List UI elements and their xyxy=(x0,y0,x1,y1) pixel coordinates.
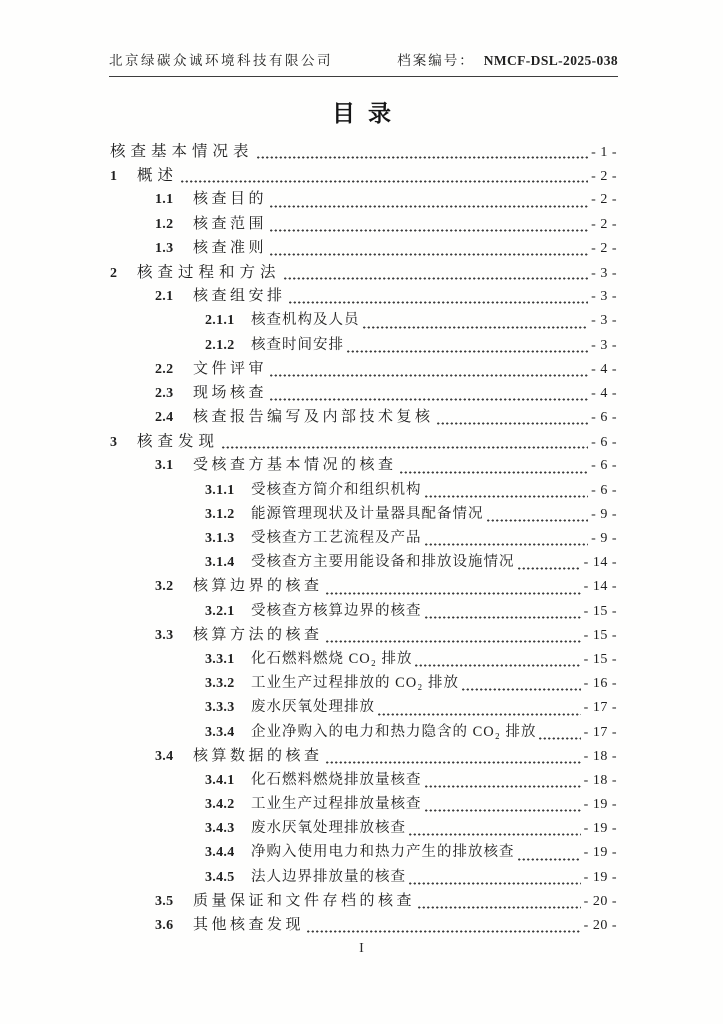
dotted-leader xyxy=(221,446,588,449)
toc-entry xyxy=(110,187,617,211)
footer-page-number: I xyxy=(359,941,364,956)
toc-entry-page: - 4 - xyxy=(591,385,617,401)
toc-entry xyxy=(110,333,617,357)
toc-entry-label: 核算边界的核查 xyxy=(193,578,323,595)
dotted-leader xyxy=(283,277,589,280)
toc-entry xyxy=(110,502,617,526)
dotted-leader xyxy=(325,592,581,595)
toc-entry-label: 核算数据的核查 xyxy=(193,747,323,764)
toc-entry xyxy=(110,720,617,744)
toc-entry-label: 核查发现 xyxy=(137,433,220,451)
toc-entry xyxy=(110,840,617,864)
toc-entry-label: 核查机构及人员 xyxy=(251,312,360,329)
toc-entry xyxy=(110,647,617,671)
toc-entry-page: - 6 - xyxy=(591,410,617,426)
dotted-leader xyxy=(414,664,580,667)
toc-entry-page: - 2 - xyxy=(591,240,617,256)
toc-entry-label: 核查基本情况表 xyxy=(110,143,254,160)
dotted-leader xyxy=(269,398,588,401)
toc-entry-label: 工业生产过程排放的 CO₂ 排放 xyxy=(251,675,459,692)
toc-entry-number: 3.4.1 xyxy=(205,772,235,788)
toc-entry-page: - 14 - xyxy=(583,579,617,595)
toc-entry-number: 3.2.1 xyxy=(205,603,235,619)
toc-entry-label: 受核查方工艺流程及产品 xyxy=(251,530,422,546)
toc-entry-number: 1.1 xyxy=(155,192,174,208)
toc-entry-number: 3.3.1 xyxy=(205,651,235,667)
toc-entry-number: 2.4 xyxy=(155,410,174,426)
toc-entry-page: - 6 - xyxy=(591,458,617,474)
toc-entry xyxy=(110,453,617,477)
toc-entry-page: - 15 - xyxy=(583,603,617,619)
toc-entry xyxy=(110,599,617,623)
toc-entry xyxy=(110,260,617,284)
toc-entry-page: - 4 - xyxy=(591,361,617,377)
toc-entry-number: 3.4.3 xyxy=(205,821,235,837)
toc-entry xyxy=(110,308,617,332)
toc-entry-number: 3.1.2 xyxy=(205,506,235,522)
toc-entry xyxy=(110,574,617,598)
dotted-leader xyxy=(362,326,589,329)
toc-entry-label: 质量保证和文件存档的核查 xyxy=(193,892,416,909)
toc-entry-page: - 18 - xyxy=(583,772,617,788)
dotted-leader xyxy=(517,858,581,861)
dotted-leader xyxy=(399,471,589,474)
toc-entry-label: 现场核查 xyxy=(193,384,268,401)
toc-entry-number: 3.3.2 xyxy=(205,676,235,692)
toc-entry-label: 核查时间安排 xyxy=(251,336,344,353)
toc-entry-label: 受核查方基本情况的核查 xyxy=(193,457,397,474)
toc-entry-page: - 6 - xyxy=(591,435,617,451)
toc-entry-label: 受核查方简介和组织机构 xyxy=(251,481,422,498)
dotted-leader xyxy=(269,253,588,256)
dotted-leader xyxy=(256,156,589,159)
toc-entry-label: 核查报告编写及内部技术复核 xyxy=(193,409,434,426)
toc-entry xyxy=(110,671,617,695)
toc-entry-number: 3.1.4 xyxy=(205,555,235,571)
toc-entry-label: 法人边界排放量的核查 xyxy=(251,868,406,885)
dotted-leader xyxy=(424,616,581,619)
toc-entry xyxy=(110,526,617,550)
company-name: 北京绿碳众诚环境科技有限公司 xyxy=(109,53,333,68)
file-number-label: 档案编号： xyxy=(397,53,475,68)
dotted-leader xyxy=(306,930,581,933)
toc-entry-label: 核算方法的核查 xyxy=(193,626,323,643)
toc-entry-number: 2.1.2 xyxy=(205,337,235,353)
dotted-leader xyxy=(325,640,581,643)
toc-entry xyxy=(110,429,617,453)
toc-entry-number: 1.2 xyxy=(155,216,174,232)
dotted-leader xyxy=(408,833,581,836)
dotted-leader xyxy=(417,906,581,909)
toc-entry-number: 3.4.2 xyxy=(205,797,235,813)
toc-entry xyxy=(110,478,617,502)
dotted-leader xyxy=(408,882,581,885)
dotted-leader xyxy=(538,737,580,740)
dotted-leader xyxy=(377,713,581,716)
toc-entry-page: - 6 - xyxy=(591,482,617,498)
dotted-leader xyxy=(269,229,588,232)
toc-entry-label: 受核查方主要用能设备和排放设施情况 xyxy=(251,554,515,571)
dotted-leader xyxy=(424,543,589,546)
toc-entry-page: - 20 - xyxy=(583,918,617,933)
dotted-leader xyxy=(461,688,581,691)
toc-entry-number: 3.3.3 xyxy=(205,700,235,716)
toc-entry-label: 其他核查发现 xyxy=(193,917,305,933)
toc-entry-label: 核查目的 xyxy=(193,191,268,208)
toc-entry-page: - 20 - xyxy=(583,893,617,909)
toc-entry-number: 3.4.4 xyxy=(205,845,235,861)
toc-entry-page: - 18 - xyxy=(583,748,617,764)
toc-entry-label: 净购入使用电力和热力产生的排放核查 xyxy=(251,844,515,861)
file-number-value: NMCF-DSL-2025-038 xyxy=(483,53,618,68)
dotted-leader xyxy=(346,350,588,353)
dotted-leader xyxy=(517,567,581,570)
toc-entry-number: 1.3 xyxy=(155,240,174,256)
toc-entry-page: - 15 - xyxy=(583,651,617,667)
toc-entry-page: - 2 - xyxy=(591,192,617,208)
toc-entry-page: - 3 - xyxy=(591,289,617,305)
toc-entry xyxy=(110,139,617,163)
toc-entry-label: 核查组安排 xyxy=(193,288,286,305)
toc-entry xyxy=(110,695,617,719)
toc-entry-label: 核查范围 xyxy=(193,215,268,232)
toc-entry-page: - 15 - xyxy=(583,627,617,643)
toc-entry-page: - 19 - xyxy=(583,797,617,813)
toc-entry-page: - 3 - xyxy=(591,313,617,329)
toc-entry xyxy=(110,212,617,236)
toc-entry xyxy=(110,913,617,937)
toc-entry-page: - 2 - xyxy=(591,216,617,232)
toc-entry xyxy=(110,284,617,308)
toc-entry-page: - 19 - xyxy=(583,869,617,885)
dotted-leader xyxy=(325,761,581,764)
toc-entry xyxy=(110,768,617,792)
toc-entry-label: 核查准则 xyxy=(193,239,268,256)
toc-entry-label: 核查过程和方法 xyxy=(137,263,281,281)
toc-entry-number: 2.1.1 xyxy=(205,313,235,329)
toc-entry-number: 1 xyxy=(110,169,118,185)
toc-entry-number: 3.5 xyxy=(155,893,174,909)
toc-entry-page: - 9 - xyxy=(591,531,617,546)
page-title: 目录 xyxy=(332,101,404,126)
toc-entry-page: - 19 - xyxy=(583,845,617,861)
toc-entry-label: 工业生产过程排放量核查 xyxy=(251,796,422,813)
toc-entry xyxy=(110,744,617,768)
dotted-leader xyxy=(424,785,581,788)
toc-entry-number: 3.1.1 xyxy=(205,482,235,498)
toc-entry-page: - 17 - xyxy=(583,724,617,740)
dotted-leader xyxy=(269,205,588,208)
toc-entry xyxy=(110,357,617,381)
toc-entry xyxy=(110,163,617,187)
toc-entry-label: 废水厌氧处理排放 xyxy=(251,699,375,716)
toc-entry-label: 能源管理现状及计量器具配备情况 xyxy=(251,505,484,522)
toc-entry-page: - 2 - xyxy=(591,169,617,185)
toc-entry-number: 2 xyxy=(110,265,118,281)
dotted-leader xyxy=(424,495,589,498)
toc-entry xyxy=(110,236,617,260)
dotted-leader xyxy=(269,374,588,377)
toc-entry xyxy=(110,816,617,840)
page-header xyxy=(109,49,618,77)
toc-entry-label: 废水厌氧处理排放核查 xyxy=(251,820,406,837)
toc-entry xyxy=(110,405,617,429)
toc-entry-label: 化石燃料燃烧排放量核查 xyxy=(251,771,422,788)
toc-entry-label: 概述 xyxy=(137,167,179,185)
toc-entry-number: 3.3 xyxy=(155,627,174,643)
dotted-leader xyxy=(288,301,589,304)
dotted-leader xyxy=(424,809,581,812)
toc-entry xyxy=(110,865,617,889)
toc-entry xyxy=(110,889,617,913)
toc-entry-number: 3.4 xyxy=(155,748,174,764)
toc-entry-label: 受核查方核算边界的核查 xyxy=(251,602,422,619)
toc-entry-page: - 14 - xyxy=(583,555,617,571)
toc-entry-number: 2.1 xyxy=(155,289,174,305)
toc-entry-number: 2.2 xyxy=(155,361,174,377)
toc-entry-number: 3 xyxy=(110,435,118,451)
toc-entry-page: - 9 - xyxy=(591,506,617,522)
toc-entry-page: - 16 - xyxy=(583,676,617,692)
toc-entry-page: - 3 - xyxy=(591,337,617,353)
toc-entry xyxy=(110,623,617,647)
dotted-leader xyxy=(180,180,588,183)
toc-entry-page: - 19 - xyxy=(583,821,617,837)
toc-entry-number: 3.1 xyxy=(155,458,174,474)
toc-entry-label: 化石燃料燃烧 CO₂ 排放 xyxy=(251,650,413,667)
toc-entry xyxy=(110,792,617,816)
toc-entry xyxy=(110,381,617,405)
table-of-contents xyxy=(110,139,617,937)
toc-entry-label: 企业净购入的电力和热力隐含的 CO₂ 排放 xyxy=(251,723,537,740)
toc-entry-number: 2.3 xyxy=(155,385,174,401)
toc-entry-number: 3.4.5 xyxy=(205,869,235,885)
toc-entry-page: - 17 - xyxy=(583,700,617,716)
toc-entry-number: 3.2 xyxy=(155,579,174,595)
toc-entry-label: 文件评审 xyxy=(193,360,268,377)
toc-entry-page: - 1 - xyxy=(591,145,617,160)
toc-entry xyxy=(110,550,617,574)
file-number xyxy=(397,49,618,69)
dotted-leader xyxy=(436,422,589,425)
toc-entry-page: - 3 - xyxy=(591,265,617,281)
dotted-leader xyxy=(486,519,589,522)
toc-entry-number: 3.6 xyxy=(155,918,174,933)
toc-entry-number: 3.3.4 xyxy=(205,724,235,740)
toc-entry-number: 3.1.3 xyxy=(205,531,235,546)
